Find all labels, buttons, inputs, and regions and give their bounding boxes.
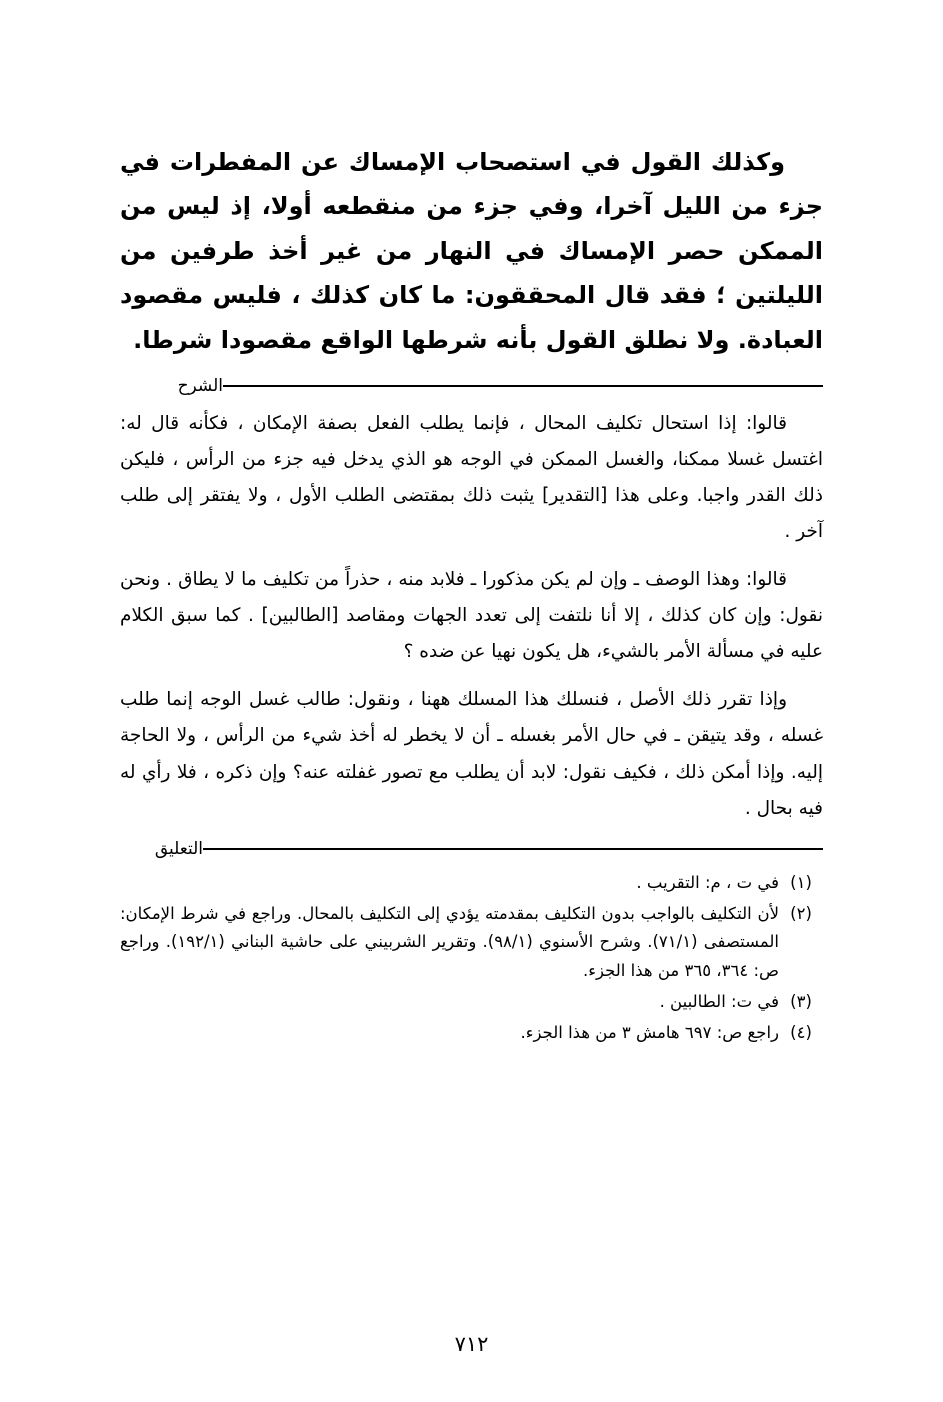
sharh-label: الشرح	[177, 375, 223, 396]
matn-paragraph	[120, 140, 823, 362]
taliq-rule-inner	[120, 839, 823, 859]
footnote-number: (١)	[790, 872, 812, 892]
horizontal-rule	[223, 385, 823, 387]
sharh-paragraph-2	[120, 562, 823, 670]
footnote-item	[120, 988, 823, 1017]
sharh-paragraph-2-text: قالوا: وهذا الوصف ـ وإن لم يكن مذكورا ـ فلابد منه ، حذراً من تكليف ما لا يطاق . ونحن نقول: وإن كان كذلك ، إلا أنا نلتفت إلى تعدد الجهات ومقاصد [الطالبين] . كما سبق الكلام عليه في مسألة الأمر بالشيء، هل يكون نهيا عن ضده ؟	[120, 569, 823, 663]
footnote-item	[120, 869, 823, 898]
footnote-text: لأن التكليف بالواجب بدون التكليف بمقدمته يؤدي إلى التكليف بالمحال. وراجع في شرط الإمكان: المستصفى (٧١/١). وشرح الأسنوي (٩٨/١). وتقرير الشربيني على حاشية البناني (١٩٢/١). وراجع ص: ٣٦٤، ٣٦٥ من هذا الجزء.	[120, 903, 779, 981]
sharh-paragraph-1	[120, 406, 823, 550]
footnote-number: (٣)	[790, 992, 812, 1012]
sharh-paragraph-3-text: وإذا تقرر ذلك الأصل ، فنسلك هذا المسلك ههنا ، ونقول: طالب غسل الوجه إنما طلب غسله ، وقد يتيقن ـ في حال الأمر بغسله ـ أن لا يخطر له أخذ شيء من الرأس ، ولا الحاجة إليه. وإذا أمكن ذلك ، فكيف نقول: لابد أن يطلب مع تصور غفلته عنه؟ وإن ذكره ، فلا رأي له فيه بحال .	[120, 689, 823, 819]
matn-text: وكذلك القول في استصحاب الإمساك عن المفطرات في جزء من الليل آخرا، وفي جزء من منقطعه أولا، إذ ليس من الممكن حصر الإمساك في النهار من غير أخذ طرفين من الليلتين ؛ فقد قال المحققون: ما كان كذلك ، فليس مقصود العبادة. ولا نطلق القول بأنه شرطها الواقع مقصودا شرطا.	[120, 148, 823, 354]
footnote-text: في ت: الطالبين .	[659, 992, 779, 1012]
sharh-paragraph-1-text: قالوا: إذا استحال تكليف المحال ، فإنما يطلب الفعل بصفة الإمكان ، فكأنه قال له: اغتسل غسلا ممكنا، والغسل الممكن في الوجه هو الذي يدخل فيه جزء من الرأس ، فليكن ذلك القدر واجبا. وعلى هذا [التقدير] يثبت ذلك بمقتضى الطلب الأول ، ولا يفتقر إلى طلب آخر .	[120, 412, 823, 543]
taliq-section-rule	[120, 839, 823, 859]
footnote-item	[120, 1019, 823, 1048]
footnote-number: (٤)	[790, 1023, 812, 1043]
footnote-item	[120, 900, 823, 987]
horizontal-rule	[203, 848, 823, 850]
sharh-section-rule	[120, 376, 823, 396]
footnote-text: راجع ص: ٦٩٧ هامش ٣ من هذا الجزء.	[520, 1023, 779, 1043]
page-number: ٧١٢	[454, 1332, 489, 1356]
taliq-label: التعليق	[154, 838, 203, 859]
sharh-body	[120, 406, 823, 827]
footnote-list	[120, 869, 823, 1048]
sharh-rule-inner	[120, 376, 823, 396]
footnote-text: في ت ، م: التقريب .	[636, 872, 779, 892]
sharh-paragraph-3	[120, 682, 823, 826]
footnote-number: (٢)	[790, 903, 812, 923]
